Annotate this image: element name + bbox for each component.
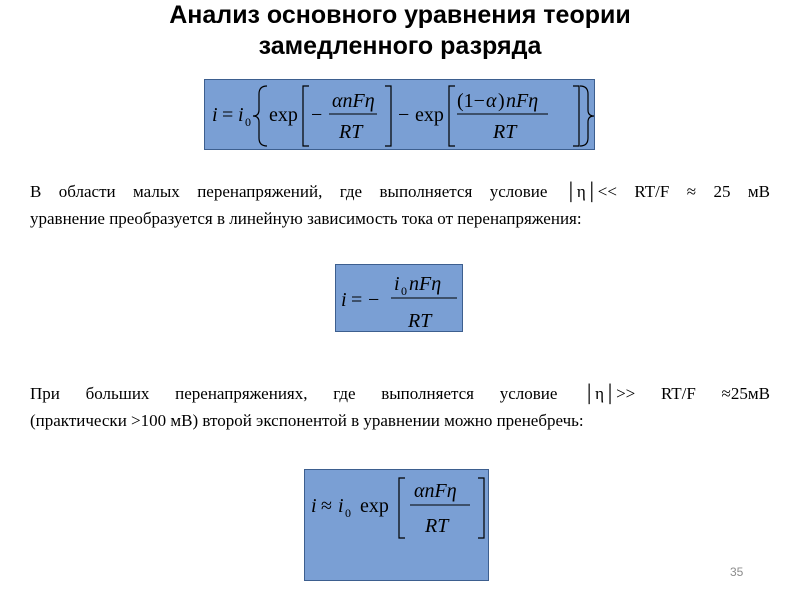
svg-text:i: i	[311, 495, 317, 517]
svg-text:exp: exp	[269, 104, 298, 126]
svg-text:−: −	[398, 104, 410, 126]
svg-text:−: −	[311, 104, 323, 126]
svg-text:i: i	[212, 104, 218, 126]
svg-text:−: −	[368, 289, 380, 311]
formula-box-linear	[335, 264, 463, 332]
svg-text:0: 0	[345, 506, 351, 520]
svg-text:i: i	[341, 289, 347, 311]
svg-text:=: =	[351, 289, 363, 311]
svg-text:≈: ≈	[321, 495, 332, 517]
svg-text:RT: RT	[339, 121, 363, 143]
linear-equation	[336, 265, 464, 333]
svg-text:nFη: nFη	[409, 273, 442, 295]
svg-text:RT: RT	[425, 515, 449, 537]
paragraph2-line2: (практически >100 мВ) второй экспонентой в уравнении можно пренебречь:	[30, 411, 584, 430]
svg-text:=: =	[222, 104, 234, 126]
paragraph1-line1: В области малых перенапряжений, где выполняется условие │η│<< RT/F ≈ 25 мВ	[30, 182, 770, 201]
svg-text:0: 0	[401, 284, 407, 298]
svg-text:(1−: (1−	[457, 90, 485, 112]
tafel-equation	[305, 470, 490, 582]
svg-text:αnFη: αnFη	[332, 90, 375, 112]
svg-text:0: 0	[245, 115, 251, 129]
title-line-2: замедленного разряда	[258, 32, 542, 60]
paragraph-large-overpotential	[30, 380, 770, 434]
svg-text:i: i	[394, 273, 400, 295]
svg-text:α: α	[486, 90, 497, 112]
page-number: 35	[730, 565, 744, 579]
svg-text:exp: exp	[415, 104, 444, 126]
paragraph-small-overpotential	[30, 178, 770, 232]
title-line-1: Анализ основного уравнения теории	[169, 1, 631, 29]
formula-box-main-equation	[204, 79, 595, 150]
svg-text:): )	[498, 90, 505, 112]
svg-text:exp: exp	[360, 495, 389, 517]
svg-text:RT: RT	[408, 310, 432, 332]
svg-text:nFη: nFη	[506, 90, 539, 112]
svg-text:i: i	[238, 104, 244, 126]
main-equation	[205, 80, 596, 151]
svg-text:αnFη: αnFη	[414, 480, 457, 502]
paragraph1-line2: уравнение преобразуется в линейную зависимость тока от перенапряжения:	[30, 209, 582, 228]
paragraph2-line1: При больших перенапряжениях, где выполняется условие │η│>> RT/F ≈25мВ	[30, 384, 770, 403]
slide-title	[0, 0, 800, 62]
svg-text:i: i	[338, 495, 344, 517]
formula-box-tafel	[304, 469, 489, 581]
svg-text:RT: RT	[493, 121, 517, 143]
